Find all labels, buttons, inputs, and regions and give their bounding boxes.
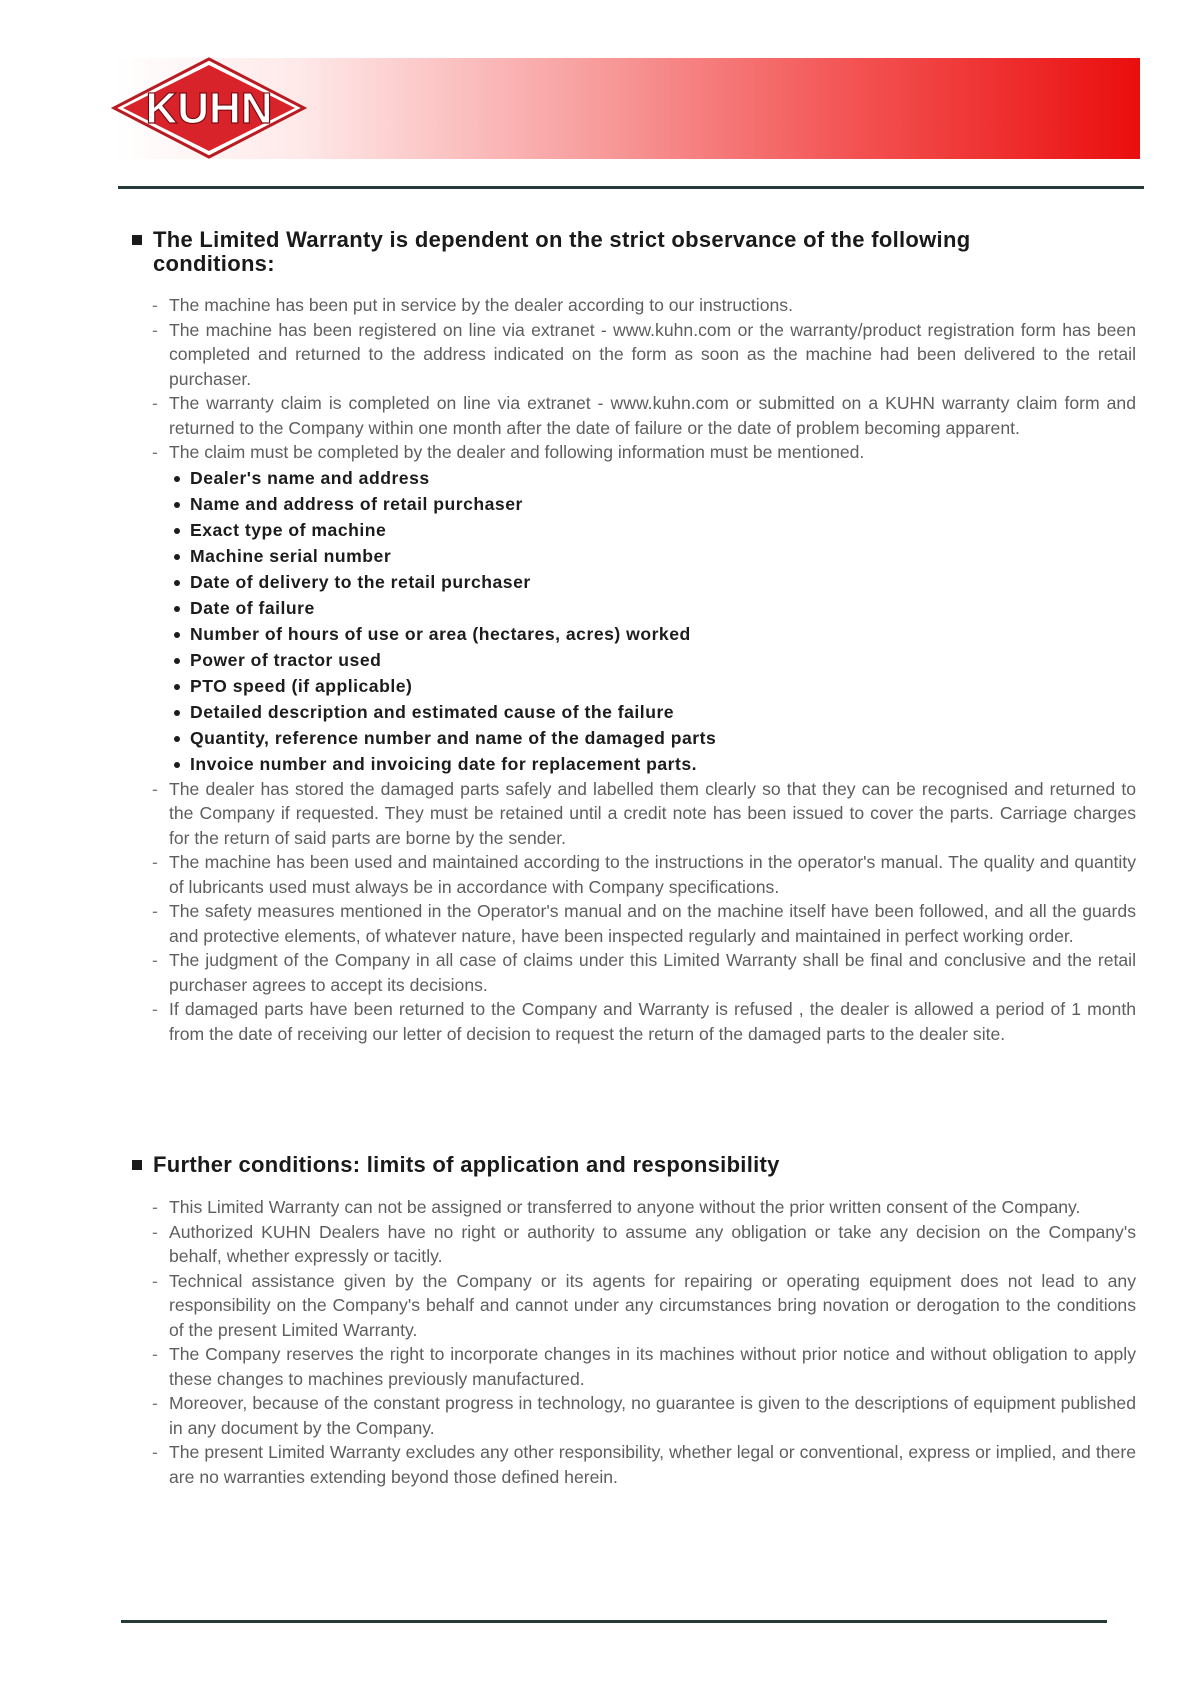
kuhn-logo	[111, 57, 307, 160]
list-item	[152, 440, 1136, 777]
bullet-item: Machine serial number	[169, 543, 1136, 569]
list-item: - Authorized KUHN Dealers have no right or authority to assume any obligation or take any decision on the Company's behalf, whether expressly or tacitly.	[152, 1220, 1136, 1269]
section-title-further-conditions: Further conditions: limits of application and responsibility	[132, 1153, 1093, 1177]
list-item: - The machine has been used and maintained according to the instructions in the operator's manual. The quality and quantity of lubricants used must always be in accordance with Company specifications.	[152, 850, 1136, 899]
list-item: - The safety measures mentioned in the Operator's manual and on the machine itself have been followed, and all the guards and protective elements, of whatever nature, have been inspected regularly and maintained in perfect working order.	[152, 899, 1136, 948]
bullet-item: PTO speed (if applicable)	[169, 673, 1136, 699]
list-item: - The judgment of the Company in all case of claims under this Limited Warranty shall be final and conclusive and the retail purchaser agrees to accept its decisions.	[152, 948, 1136, 997]
further-conditions-list	[152, 1195, 1136, 1489]
bullet-item: Date of failure	[169, 595, 1136, 621]
bullet-item: Dealer's name and address	[169, 465, 1136, 491]
list-item: - The warranty claim is completed on line via extranet - www.kuhn.com or submitted on a KUHN warranty claim form and returned to the Company within one month after the date of failure or the date of problem becoming apparent.	[152, 391, 1136, 440]
section-title-conditions: The Limited Warranty is dependent on the strict observance of the following conditions:	[132, 228, 1093, 276]
header-rule	[118, 186, 1144, 189]
bullet-item: Detailed description and estimated cause of the failure	[169, 699, 1136, 725]
conditions-list	[152, 293, 1136, 1046]
list-item: - This Limited Warranty can not be assigned or transferred to anyone without the prior written consent of the Company.	[152, 1195, 1136, 1220]
list-item-text: The claim must be completed by the dealer and following information must be mentioned.	[169, 442, 865, 462]
list-item: - The machine has been put in service by the dealer according to our instructions.	[152, 293, 1136, 318]
bullet-item: Exact type of machine	[169, 517, 1136, 543]
list-item: - Moreover, because of the constant progress in technology, no guarantee is given to the descriptions of equipment published in any document by the Company.	[152, 1391, 1136, 1440]
list-item: - Technical assistance given by the Company or its agents for repairing or operating equipment does not lead to any responsibility on the Company's behalf and cannot under any circumstances bring novation or derogation to the conditions of the present Limited Warranty.	[152, 1269, 1136, 1343]
bullet-item: Name and address of retail purchaser	[169, 491, 1136, 517]
bullet-item: Number of hours of use or area (hectares, acres) worked	[169, 621, 1136, 647]
bullet-item: Invoice number and invoicing date for replacement parts.	[169, 751, 1136, 777]
list-item: - The machine has been registered on line via extranet - www.kuhn.com or the warranty/product registration form has been completed and returned to the address indicated on the form as soon as the machine had been delivered to the retail purchaser.	[152, 318, 1136, 392]
list-item: - The dealer has stored the damaged parts safely and labelled them clearly so that they can be recognised and returned to the Company if requested. They must be retained until a credit note has been issued to cover the parts. Carriage charges for the return of said parts are borne by the sender.	[152, 777, 1136, 851]
list-item: - The present Limited Warranty excludes any other responsibility, whether legal or conventional, express or implied, and there are no warranties extending beyond those defined herein.	[152, 1440, 1136, 1489]
list-item: - If damaged parts have been returned to the Company and Warranty is refused , the dealer is allowed a period of 1 month from the date of receiving our letter of decision to request the return of the damaged parts to the dealer site.	[152, 997, 1136, 1046]
bullet-item: Quantity, reference number and name of the damaged parts	[169, 725, 1136, 751]
bullet-item: Date of delivery to the retail purchaser	[169, 569, 1136, 595]
footer-rule	[121, 1620, 1107, 1623]
required-info-list	[169, 465, 1136, 777]
logo-text: KUHN	[145, 84, 273, 133]
list-item: - The Company reserves the right to incorporate changes in its machines without prior notice and without obligation to apply these changes to machines previously manufactured.	[152, 1342, 1136, 1391]
bullet-item: Power of tractor used	[169, 647, 1136, 673]
